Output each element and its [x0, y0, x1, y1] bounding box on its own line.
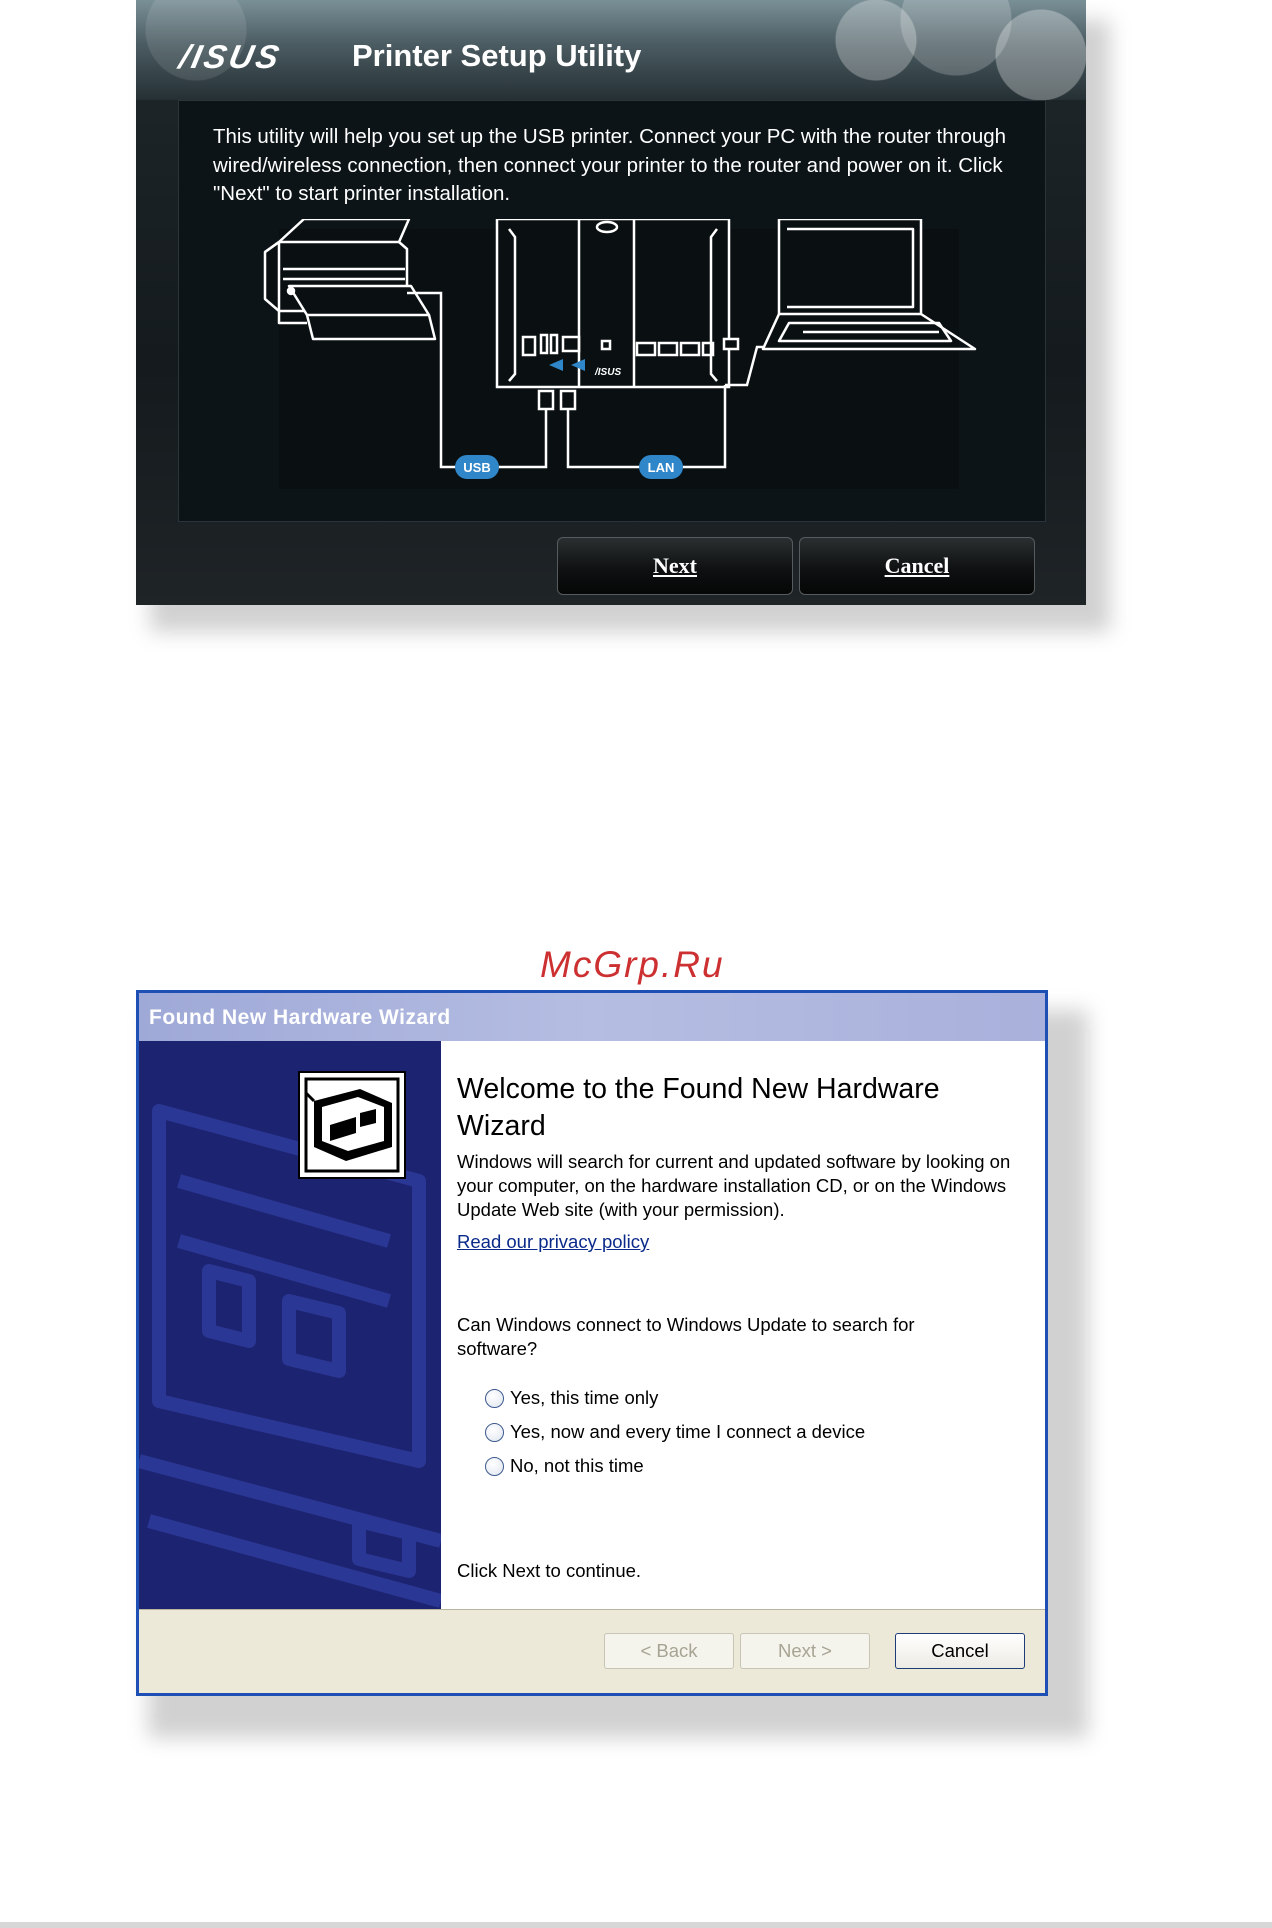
wizard-title: Found New Hardware Wizard	[149, 1006, 451, 1029]
usb-label: USB	[463, 460, 491, 475]
privacy-policy-link[interactable]: Read our privacy policy	[457, 1231, 650, 1252]
wizard-sidebar	[139, 1041, 441, 1609]
wizard-intro-text: Windows will search for current and updated software by looking on your computer, on the hardware installation CD, or on the Windows Update Web site (with your permission).	[457, 1151, 1011, 1220]
connection-diagram	[179, 219, 1045, 519]
lan-cable-badge	[639, 455, 683, 479]
radio-yes-every-time[interactable]	[485, 1421, 865, 1443]
radio-yes-this-time-only[interactable]	[485, 1387, 658, 1409]
router-logo: /ISUS	[595, 367, 622, 378]
radio-no-not-this-time[interactable]	[485, 1455, 644, 1477]
radio-button[interactable]	[485, 1389, 504, 1408]
wizard-next-button[interactable]: Next >	[740, 1633, 870, 1669]
wizard-button-bar	[139, 1609, 1045, 1694]
wizard-heading: Welcome to the Found New Hardware Wizard	[457, 1073, 940, 1142]
radio-label: Yes, this time only	[510, 1387, 659, 1408]
back-button[interactable]: < Back	[604, 1633, 734, 1669]
cancel-button[interactable]: Cancel	[799, 537, 1035, 595]
instructions-text: This utility will help you set up the USB printer. Connect your PC with the router through wired/wireless connection, then connect your printer to the router and power on it. Click "Next" to start printer installation.	[213, 125, 1007, 205]
asus-logo: /ISUS	[176, 38, 286, 75]
router-icon	[497, 219, 729, 409]
radio-label: Yes, now and every time I connect a device	[510, 1421, 866, 1442]
usb-cable-badge	[455, 455, 499, 479]
page-bottom-rule	[0, 1922, 1272, 1928]
dialog-header	[136, 0, 1086, 100]
content-panel	[178, 100, 1046, 522]
update-question-text: Can Windows connect to Windows Update to search for software?	[457, 1314, 915, 1359]
watermark-text: McGrp.Ru	[540, 944, 725, 985]
hardware-install-icon	[298, 1071, 406, 1179]
printer-setup-dialog	[136, 0, 1086, 605]
radio-label: No, not this time	[510, 1455, 644, 1476]
wizard-titlebar[interactable]	[139, 993, 1045, 1041]
found-new-hardware-wizard	[136, 990, 1048, 1696]
continue-instruction: Click Next to continue.	[457, 1560, 642, 1581]
lan-label: LAN	[647, 460, 675, 475]
radio-button[interactable]	[485, 1457, 504, 1476]
next-button[interactable]: Next	[557, 537, 793, 595]
radio-button[interactable]	[485, 1423, 504, 1442]
dialog-title: Printer Setup Utility	[352, 38, 642, 73]
wizard-cancel-button[interactable]: Cancel	[895, 1633, 1025, 1669]
wizard-content	[441, 1041, 1045, 1609]
